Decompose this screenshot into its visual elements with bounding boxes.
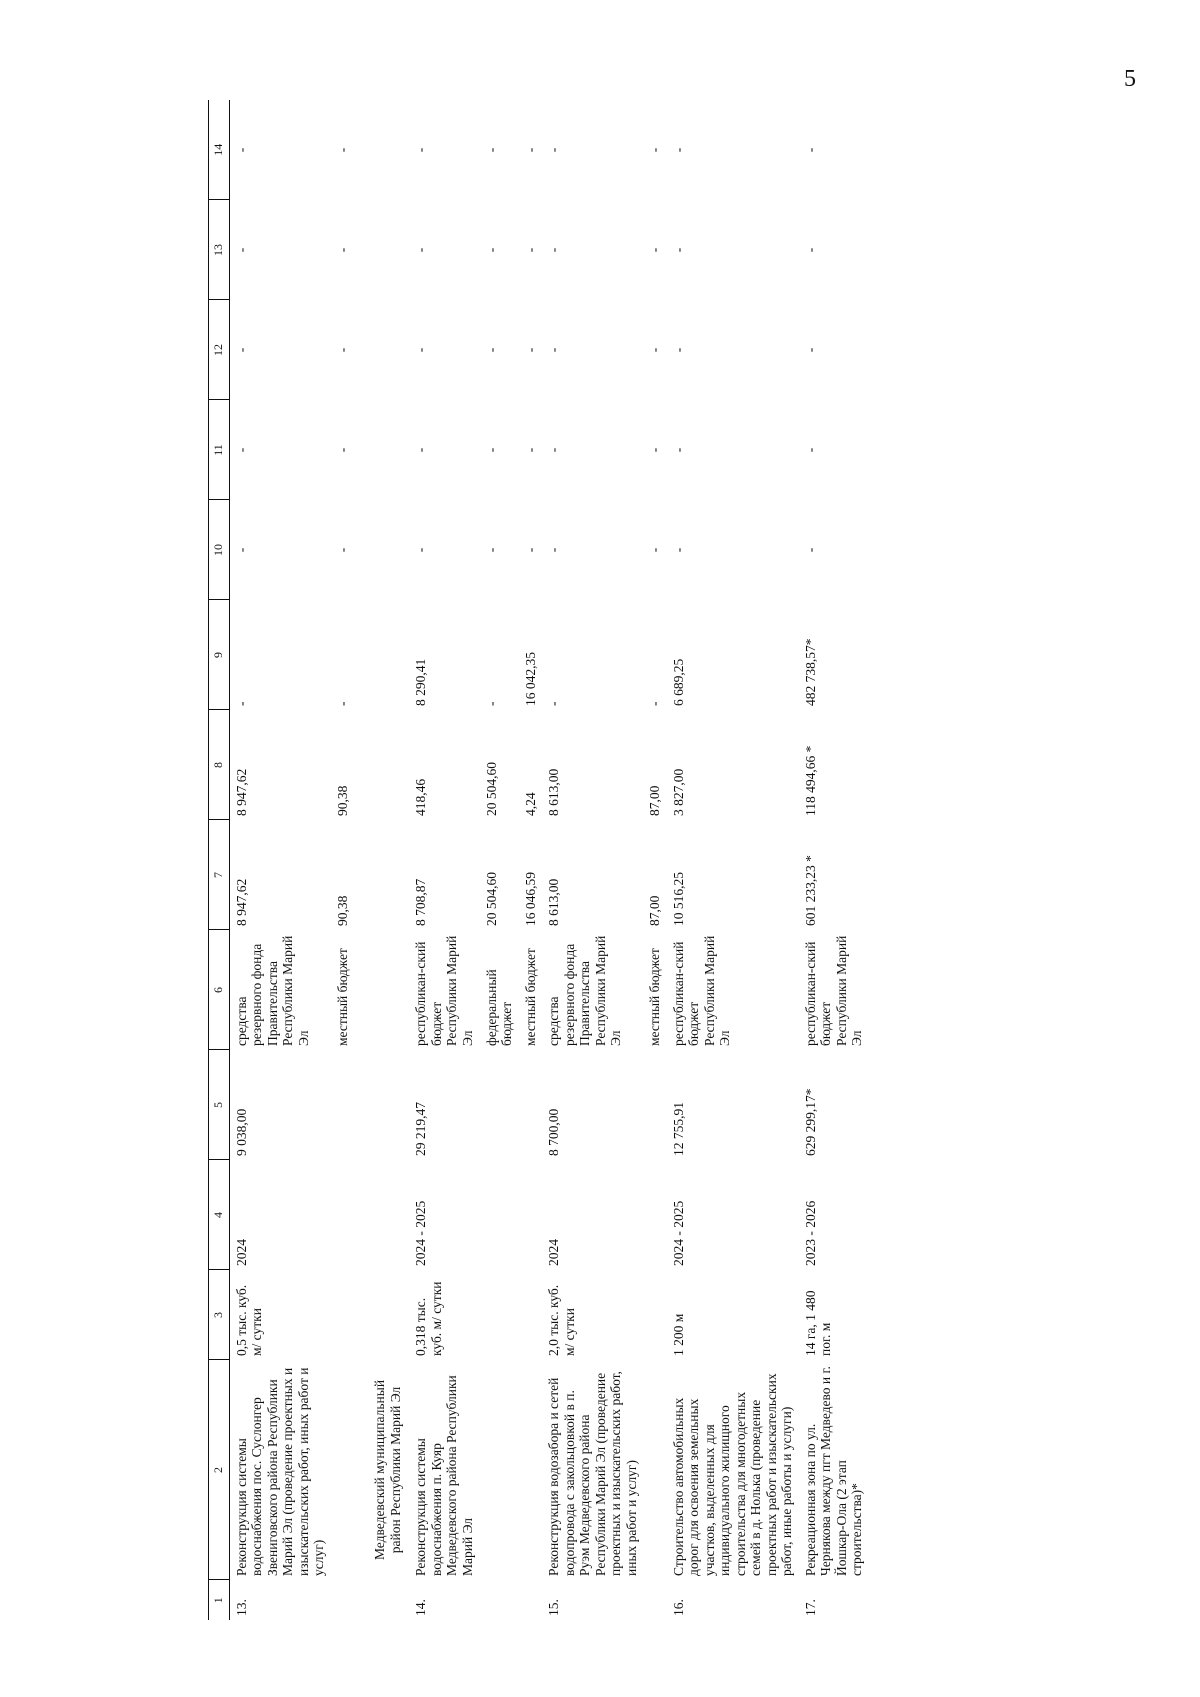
object-name <box>643 1360 667 1580</box>
years: 2024 <box>546 1239 562 1266</box>
capacity: 2,0 тыс. куб. м/ сутки <box>546 1284 577 1356</box>
funding-source: средства резервного фонда Правительства Республики Марий Эл <box>546 935 624 1046</box>
section-title: Медведевский муниципальный район Республики Марий Эл <box>372 1379 403 1561</box>
capacity: 1 200 м <box>670 1313 686 1356</box>
capacity <box>331 1270 355 1360</box>
col-9-value: 482 738,57* <box>802 638 818 706</box>
col-12-value: - <box>670 347 686 353</box>
capacity <box>480 1270 519 1360</box>
total-cost <box>643 1050 667 1160</box>
column-number-9: 9 <box>209 600 230 710</box>
col-8-value: 4,24 <box>522 792 538 816</box>
column-number-8: 8 <box>209 710 230 820</box>
col-9-value: - <box>483 701 499 706</box>
funding-source: республикан-ский бюджет Республики Марий Эл <box>802 935 865 1046</box>
table-row-source <box>643 100 667 1620</box>
funding-source: местный бюджет <box>522 948 538 1046</box>
col-10-value: - <box>546 547 562 553</box>
col-7-value: 90,38 <box>334 895 350 926</box>
table-row-source <box>519 100 543 1620</box>
table-row-source <box>331 100 355 1620</box>
col-12-value: - <box>233 347 249 353</box>
col-8-value: 90,38 <box>334 785 350 816</box>
col-14-value: - <box>670 147 686 153</box>
col-10-value: - <box>413 547 429 553</box>
col-14-value: - <box>647 147 663 153</box>
col-8-value: 118 494,66 * <box>802 745 818 816</box>
capacity: 0,318 тыс. куб. м/ сутки <box>413 1281 444 1356</box>
column-number-4: 4 <box>209 1160 230 1270</box>
col-12-value: - <box>522 347 538 353</box>
column-number-6: 6 <box>209 930 230 1050</box>
years: 2024 - 2025 <box>670 1200 686 1266</box>
col-13-value: - <box>670 247 686 253</box>
years: 2024 - 2025 <box>413 1200 429 1266</box>
column-number-7: 7 <box>209 820 230 930</box>
object-name: Рекреационная зона по ул. Чернякова между пгт Медведево и г. Йошкар-Ола (2 этап строительства)* <box>802 1366 865 1576</box>
col-11-value: - <box>647 447 663 453</box>
column-number-5: 5 <box>209 1050 230 1160</box>
col-7-value: 8 613,00 <box>546 878 562 926</box>
col-12-value: - <box>413 347 429 353</box>
object-name: Реконструкция водозабора и сетей водопровода с закольцовкой в п. Руэм Медведевского района Республики Марий Эл (проведение проектных и изыскательских работ, иных работ и услуг) <box>546 1371 639 1576</box>
row-number: 17. <box>802 1599 818 1616</box>
col-9-value: - <box>233 701 249 706</box>
table-row <box>542 100 643 1620</box>
col-10-value: - <box>483 547 499 553</box>
object-name <box>480 1360 519 1580</box>
row-number <box>519 1580 543 1620</box>
col-8-value: 87,00 <box>647 785 663 816</box>
years: 2024 <box>233 1239 249 1266</box>
col-7-value: 8 708,87 <box>413 878 429 926</box>
col-9-value: - <box>546 701 562 706</box>
total-cost <box>331 1050 355 1160</box>
col-10-value: - <box>522 547 538 553</box>
col-14-value: - <box>802 147 818 153</box>
object-name <box>519 1360 543 1580</box>
col-9-value: 8 290,41 <box>413 658 429 706</box>
table-body <box>229 100 869 1620</box>
capacity: 0,5 тыс. куб. м/ сутки <box>233 1284 265 1356</box>
column-number-14: 14 <box>209 100 230 200</box>
col-9-value: - <box>647 701 663 706</box>
col-9-value: - <box>334 701 350 706</box>
col-7-value: 10 516,25 <box>670 872 686 926</box>
row-number <box>480 1580 519 1620</box>
row-number <box>331 1580 355 1620</box>
col-13-value: - <box>546 247 562 253</box>
col-12-value: - <box>546 347 562 353</box>
col-13-value: - <box>802 247 818 253</box>
years: 2023 - 2026 <box>802 1200 818 1266</box>
col-9-value: 6 689,25 <box>670 658 686 706</box>
object-name <box>331 1360 355 1580</box>
row-number: 13. <box>233 1599 249 1616</box>
col-14-value: - <box>233 147 249 153</box>
col-9-value: 16 042,35 <box>522 652 538 706</box>
col-14-value: - <box>546 147 562 153</box>
object-name: Строительство автомобильных дорог для освоения земельных участков, выделенных для индивидуального жилищного строительства для многодетных семей в д. Нолька (проведение проектных работ и изыскательских работ, иные работы и услуги) <box>670 1373 795 1576</box>
total-cost: 9 038,00 <box>233 1108 249 1156</box>
col-10-value: - <box>670 547 686 553</box>
col-7-value: 8 947,62 <box>233 878 249 926</box>
col-13-value: - <box>483 247 499 253</box>
col-7-value: 16 046,59 <box>522 872 538 926</box>
row-number: 16. <box>670 1599 686 1616</box>
col-7-value: 601 233,23 * <box>802 855 818 926</box>
page-number: 5 <box>1124 66 1136 92</box>
rotated-table-sheet <box>208 100 1200 1620</box>
capacity <box>519 1270 543 1360</box>
column-number-3: 3 <box>209 1270 230 1360</box>
col-13-value: - <box>522 247 538 253</box>
col-8-value: 418,46 <box>413 778 429 816</box>
column-number-10: 10 <box>209 500 230 600</box>
table-row <box>799 100 869 1620</box>
col-14-value: - <box>483 147 499 153</box>
years <box>331 1160 355 1270</box>
table-row-source <box>480 100 519 1620</box>
table-row <box>229 100 331 1620</box>
total-cost: 12 755,91 <box>670 1102 686 1156</box>
col-12-value: - <box>483 347 499 353</box>
col-13-value: - <box>334 247 350 253</box>
funding-source: республикан-ский бюджет Республики Марий Эл <box>413 935 475 1046</box>
col-13-value: - <box>647 247 663 253</box>
table-row <box>409 100 479 1620</box>
col-11-value: - <box>483 447 499 453</box>
column-number-13: 13 <box>209 200 230 300</box>
col-13-value: - <box>233 247 249 253</box>
col-11-value: - <box>522 447 538 453</box>
years <box>480 1160 519 1270</box>
funding-source: республикан-ский бюджет Республики Марий Эл <box>670 935 733 1046</box>
col-8-value: 8 613,00 <box>546 768 562 816</box>
col-7-value: 20 504,60 <box>483 872 499 926</box>
col-8-value: 3 827,00 <box>670 768 686 816</box>
col-10-value: - <box>233 547 249 553</box>
col-12-value: - <box>802 347 818 353</box>
col-8-value: 8 947,62 <box>233 768 249 816</box>
object-name: Реконструкция системы водоснабжения пос. Суслонгер Звениговского района Республики Марий Эл (проведение проектных и изыскательских работ, иных работ и услуг) <box>233 1367 327 1576</box>
section-row <box>354 100 409 1620</box>
funding-source: средства резервного фонда Правительства Республики Марий Эл <box>233 935 311 1046</box>
col-10-value: - <box>647 547 663 553</box>
col-11-value: - <box>670 447 686 453</box>
funding-source: местный бюджет <box>334 948 350 1046</box>
row-number <box>643 1580 667 1620</box>
years <box>643 1160 667 1270</box>
col-13-value: - <box>413 247 429 253</box>
object-name: Реконструкция системы водоснабжения п. Куяр Медведевского района Республики Марий Эл <box>413 1375 475 1576</box>
col-14-value: - <box>413 147 429 153</box>
funding-source: федеральный бюджет <box>483 969 515 1046</box>
col-12-value: - <box>647 347 663 353</box>
column-number-row <box>209 100 230 1620</box>
row-number: 15. <box>546 1599 562 1616</box>
column-number-11: 11 <box>209 400 230 500</box>
total-cost <box>519 1050 543 1160</box>
capacity <box>643 1270 667 1360</box>
total-cost: 629 299,17* <box>802 1088 818 1156</box>
row-number: 14. <box>413 1599 429 1616</box>
col-7-value: 87,00 <box>647 895 663 926</box>
years <box>519 1160 543 1270</box>
col-11-value: - <box>413 447 429 453</box>
col-11-value: - <box>802 447 818 453</box>
total-cost: 8 700,00 <box>546 1108 562 1156</box>
col-12-value: - <box>334 347 350 353</box>
col-11-value: - <box>233 447 249 453</box>
col-11-value: - <box>546 447 562 453</box>
col-14-value: - <box>522 147 538 153</box>
col-8-value: 20 504,60 <box>483 762 499 816</box>
col-10-value: - <box>334 547 350 553</box>
col-14-value: - <box>334 147 350 153</box>
funding-source: местный бюджет <box>647 948 663 1046</box>
capacity: 14 га, 1 480 пог. м <box>802 1290 834 1356</box>
column-number-2: 2 <box>209 1360 230 1580</box>
table-row <box>667 100 799 1620</box>
col-11-value: - <box>334 447 350 453</box>
column-number-1: 1 <box>209 1580 230 1620</box>
section-spacer <box>354 1580 409 1620</box>
total-cost: 29 219,47 <box>413 1102 429 1156</box>
budget-table <box>208 100 869 1620</box>
col-10-value: - <box>802 547 818 553</box>
total-cost <box>480 1050 519 1160</box>
column-number-12: 12 <box>209 300 230 400</box>
